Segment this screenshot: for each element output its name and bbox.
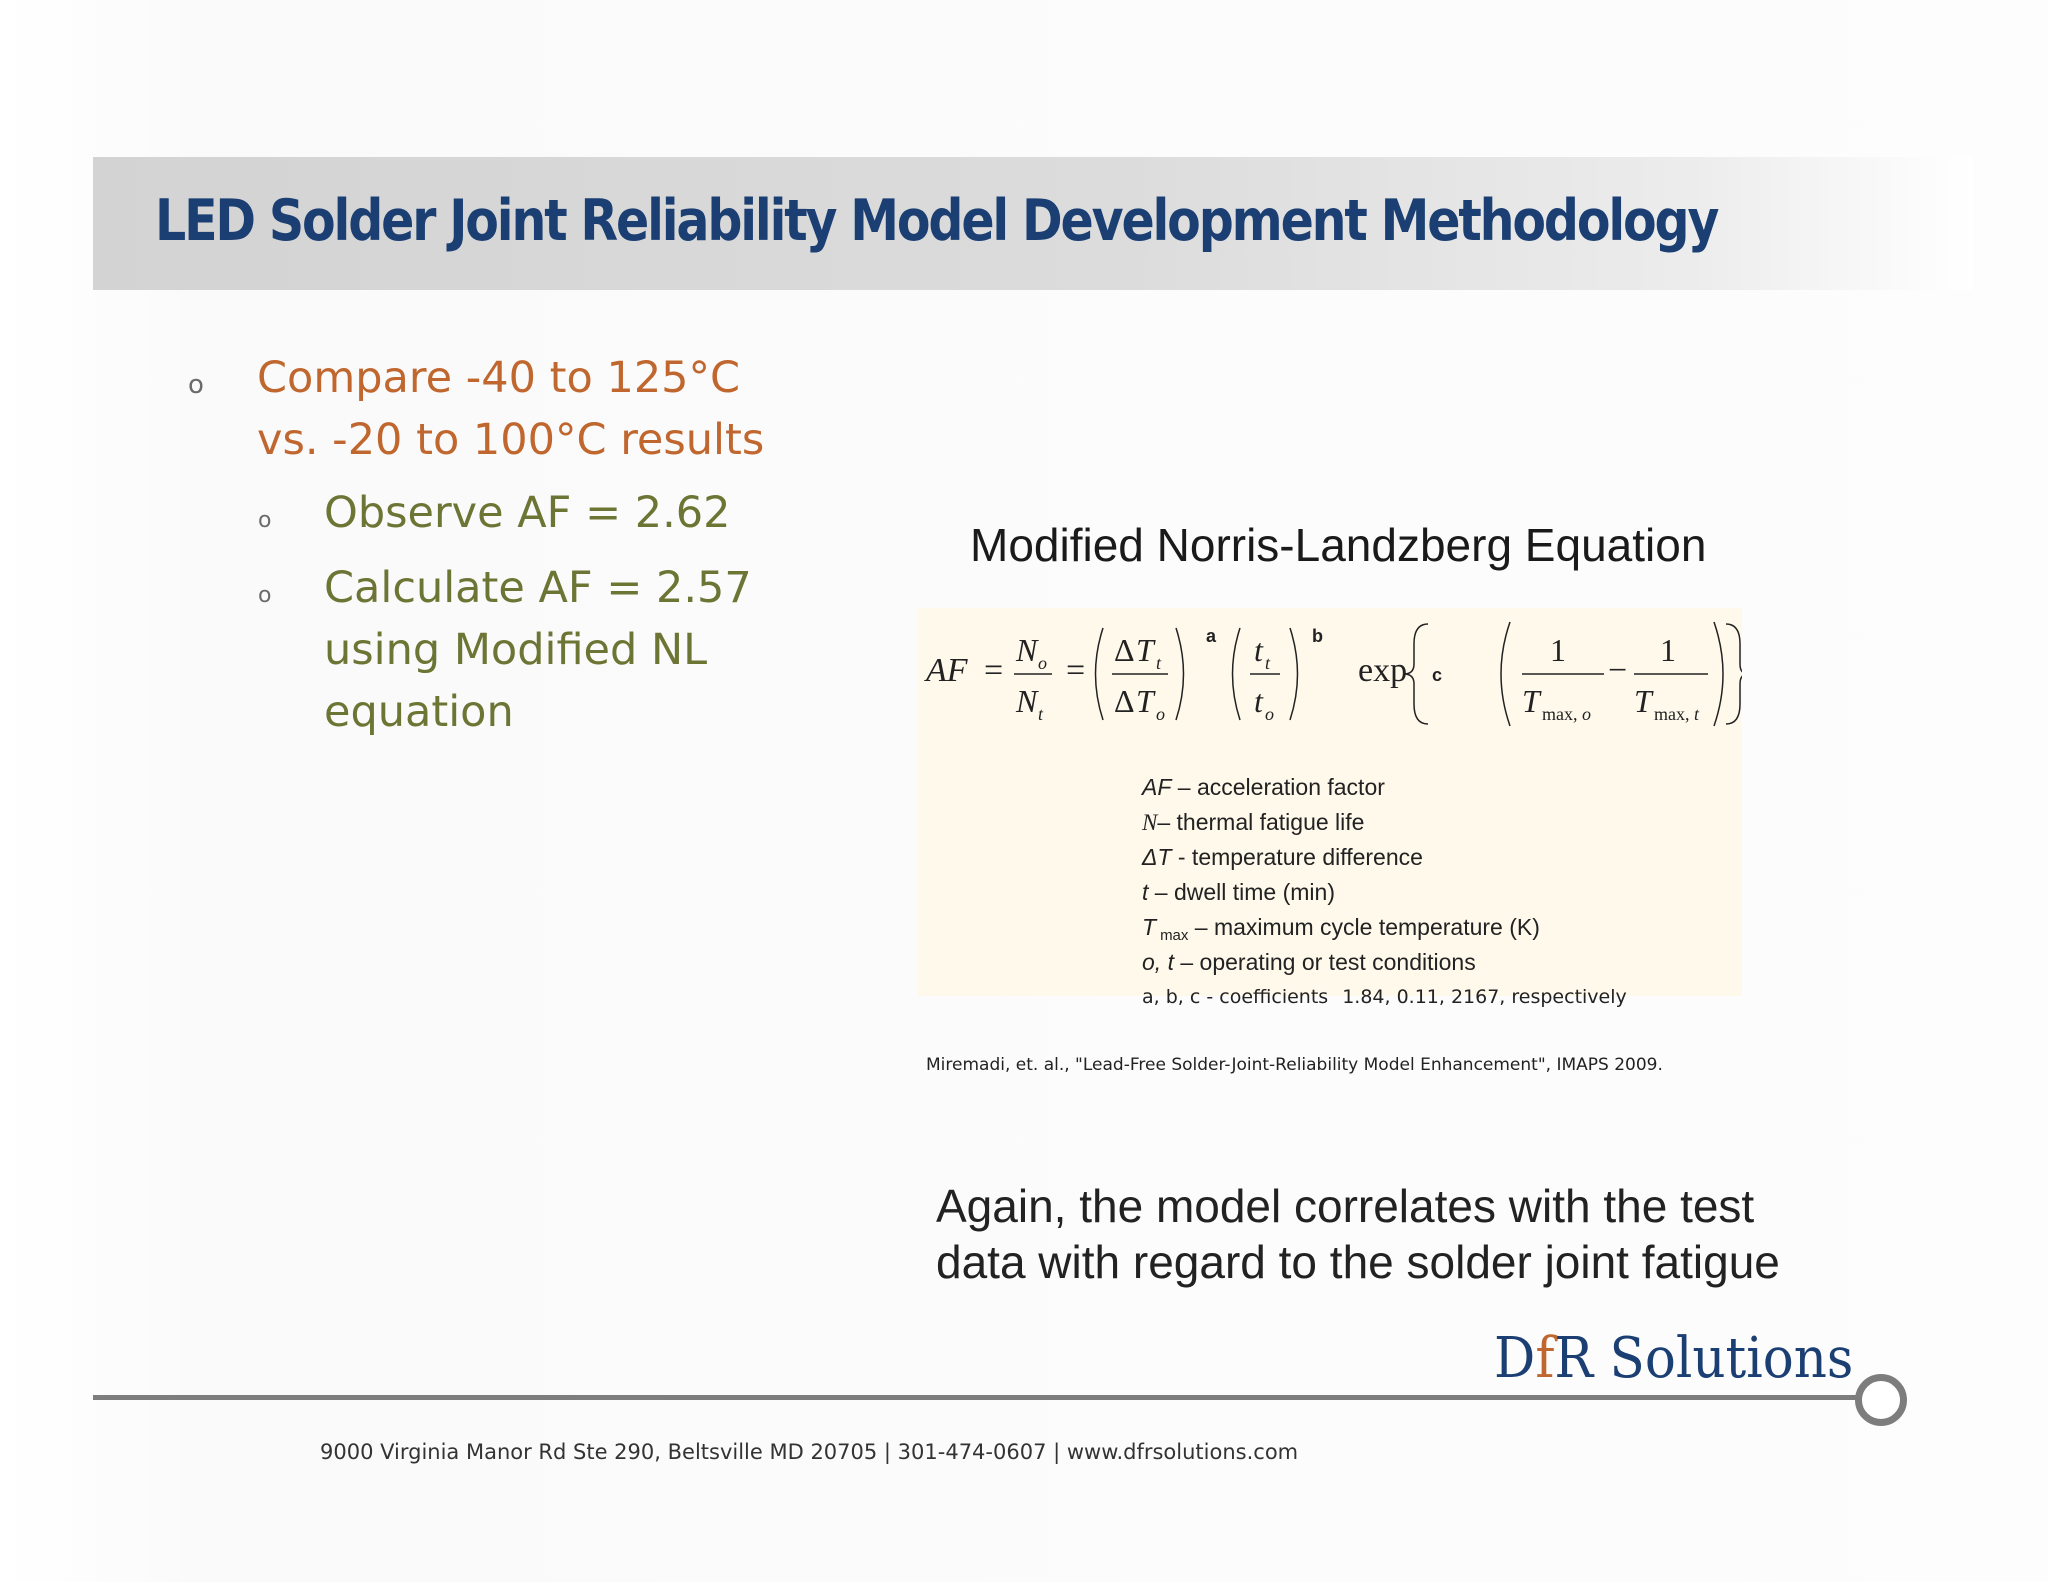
svg-text:max,: max, xyxy=(1654,704,1690,724)
sub-bullet-circle-icon: o xyxy=(258,583,272,608)
sub-bullet-calculate-line1: Calculate AF = 2.57 xyxy=(324,563,752,613)
svg-text:t: t xyxy=(1265,653,1271,673)
conclusion-text xyxy=(936,1178,1780,1290)
sub-bullet-calculate-line2: using Modified NL xyxy=(324,625,708,675)
slide-title: LED Solder Joint Reliability Model Development Methodology xyxy=(155,188,1718,254)
bullet-circle-icon: o xyxy=(188,370,204,400)
definition-o-t: o, t – operating or test conditions xyxy=(1142,949,1476,975)
reference-citation: Miremadi, et. al., "Lead-Free Solder-Joint-Reliability Model Enhancement", IMAPS 2009. xyxy=(926,1055,1663,1075)
footer-divider xyxy=(93,1395,1868,1400)
svg-text:1: 1 xyxy=(1550,632,1566,668)
definition-af: AF – acceleration factor xyxy=(1142,774,1385,800)
exp-label: exp xyxy=(1358,652,1408,689)
svg-text:t: t xyxy=(1038,704,1044,724)
variable-definitions xyxy=(1142,770,1540,980)
formula-lhs: AF xyxy=(926,652,968,689)
svg-text:T: T xyxy=(1136,683,1154,719)
svg-text:T: T xyxy=(1634,683,1652,719)
coefficients-line xyxy=(1142,986,1627,1008)
svg-text:t: t xyxy=(1254,683,1263,719)
definition-delta-t: ΔT - temperature difference xyxy=(1142,844,1423,870)
svg-text:t: t xyxy=(1156,653,1162,673)
coefficients-values: 1.84, 0.11, 2167, respectively xyxy=(1342,986,1627,1008)
svg-text:T: T xyxy=(1136,632,1154,668)
svg-text:−: − xyxy=(1608,652,1628,689)
svg-text:1: 1 xyxy=(1660,632,1676,668)
sub-bullet-circle-icon: o xyxy=(258,508,272,533)
sub-bullet-calculate-line3: equation xyxy=(324,687,514,737)
svg-text:t: t xyxy=(1694,704,1700,724)
footer-contact: 9000 Virginia Manor Rd Ste 290, Beltsville MD 20705 | 301-474-0607 | www.dfrsolutions.com xyxy=(320,1440,1299,1464)
exponent-b: b xyxy=(1312,626,1323,646)
coefficients-label: a, b, c - coefficients xyxy=(1142,986,1329,1008)
coef-c: c xyxy=(1432,665,1443,685)
conclusion-line2: data with regard to the solder joint fatigue xyxy=(936,1236,1780,1288)
svg-text:N: N xyxy=(1016,632,1038,668)
definition-t: t – dwell time (min) xyxy=(1142,879,1335,905)
sub-bullet-observe: Observe AF = 2.62 xyxy=(324,488,731,538)
svg-text:Δ: Δ xyxy=(1114,683,1135,719)
bullet-main-line1: Compare -40 to 125°C xyxy=(257,353,741,403)
svg-text:max,: max, xyxy=(1542,704,1578,724)
svg-text:o: o xyxy=(1582,704,1591,724)
svg-text:t: t xyxy=(1254,632,1263,668)
conclusion-line1: Again, the model correlates with the test xyxy=(936,1180,1755,1232)
definition-tmax: T $_{max}$ – maximum cycle temperature (K) xyxy=(1142,914,1540,944)
svg-text:T: T xyxy=(1522,683,1540,719)
svg-text:o: o xyxy=(1265,704,1274,724)
definition-n: N– thermal fatigue life xyxy=(1142,809,1365,835)
svg-text:o: o xyxy=(1038,653,1047,673)
logo-ring-icon xyxy=(1855,1374,1907,1426)
exponent-a: a xyxy=(1206,626,1217,646)
equation-title: Modified Norris-Landzberg Equation xyxy=(970,519,1707,571)
svg-text:Δ: Δ xyxy=(1114,632,1135,668)
svg-text:N: N xyxy=(1016,683,1038,719)
svg-text:=: = xyxy=(1066,652,1086,689)
bullet-main-line2: vs. -20 to 100°C results xyxy=(257,415,765,465)
dfr-solutions-logo: DfR Solutions xyxy=(1494,1326,1854,1391)
svg-text:=: = xyxy=(984,652,1004,689)
svg-text:o: o xyxy=(1156,704,1165,724)
